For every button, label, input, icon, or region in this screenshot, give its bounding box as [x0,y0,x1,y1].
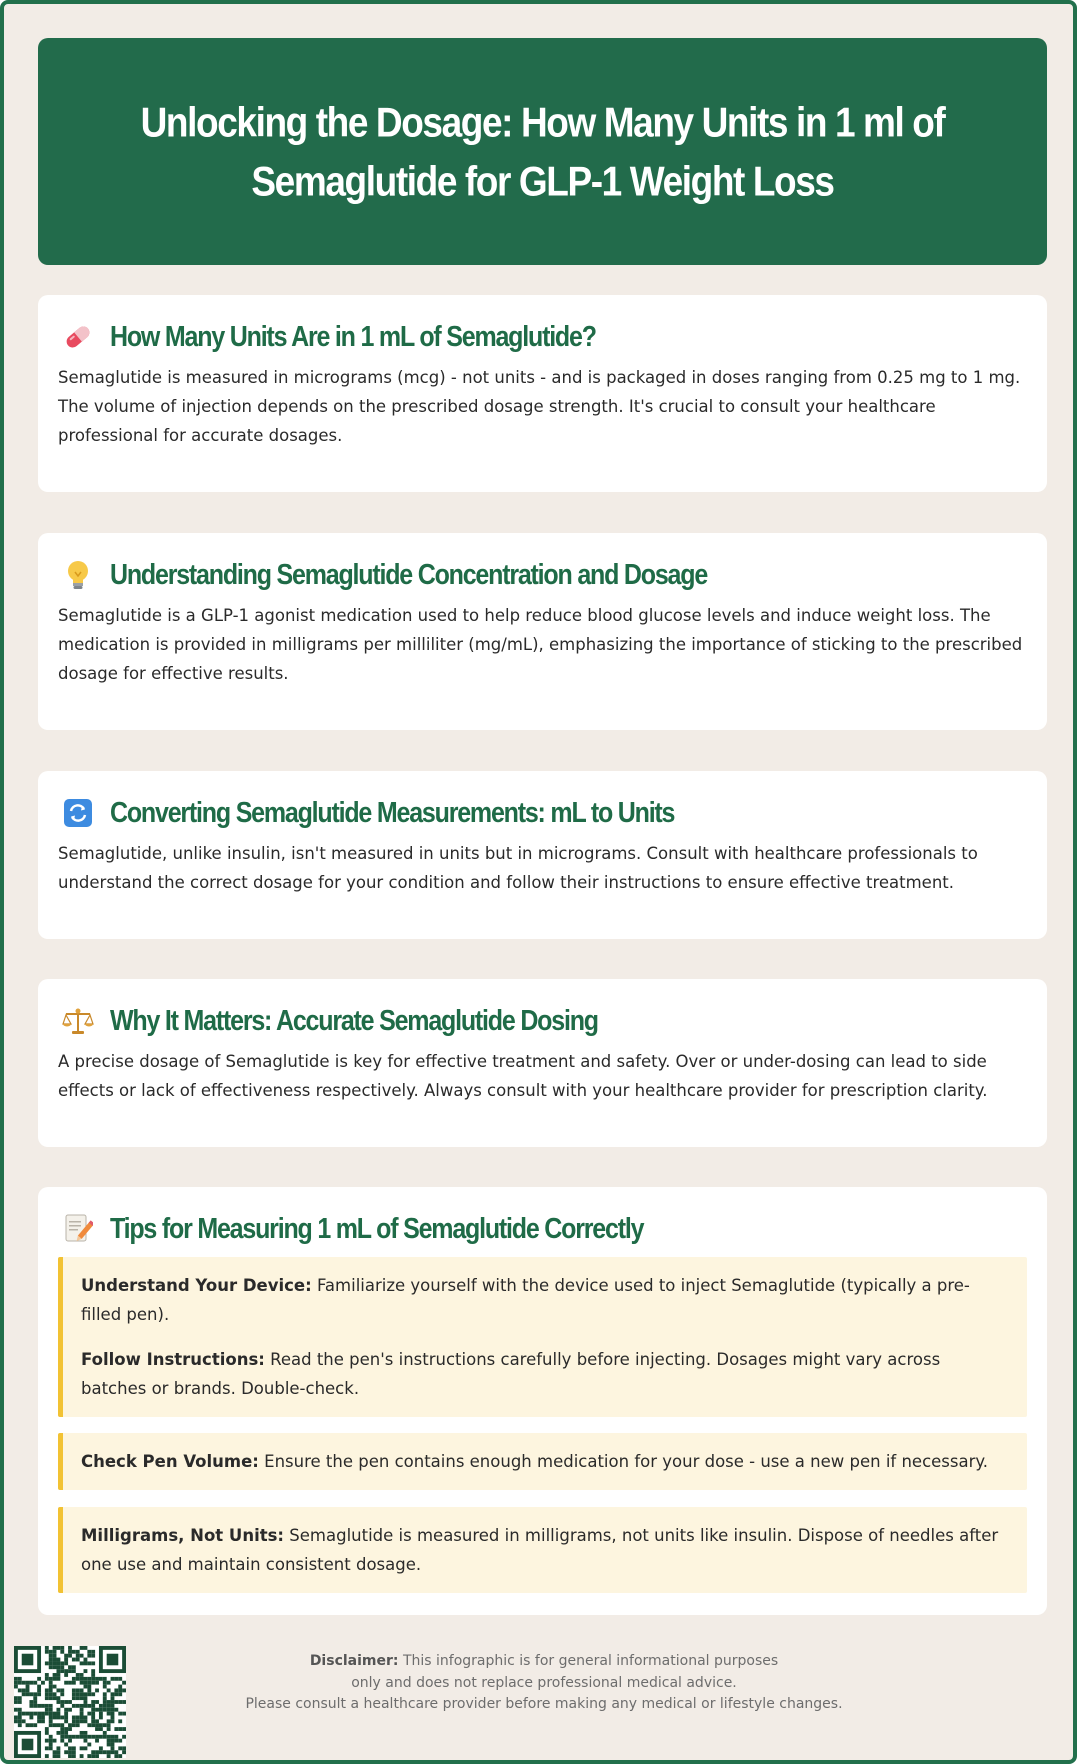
disclaimer-line: Please consult a healthcare provider before making any medical or lifestyle changes. [245,1696,843,1712]
tip-label: Milligrams, Not Units: [81,1526,285,1545]
section-heading [58,793,674,833]
scales-icon [58,1001,98,1041]
section-title: How Many Units Are in 1 mL of Semaglutide? [110,320,596,353]
section-heading [58,1001,598,1041]
refresh-icon [58,793,98,833]
tip-label: Check Pen Volume: [81,1452,259,1471]
section-title: Why It Matters: Accurate Semaglutide Dosing [110,1004,598,1037]
header-banner [38,38,1047,265]
section-title: Tips for Measuring 1 mL of Semaglutide Correctly [110,1212,644,1245]
section-card-tips [38,1187,1047,1615]
pill-icon [58,317,98,357]
disclaimer-line: This infographic is for general informational purposes [398,1653,779,1669]
tip-text: Semaglutide is measured in milligrams, not units like insulin. Dispose of needles after one use and maintain consistent dosage. [81,1526,999,1574]
disclaimer [204,1651,884,1716]
tip-item [58,1331,1027,1417]
section-card-converting [38,771,1047,939]
section-card-why-it-matters [38,979,1047,1147]
section-text: Semaglutide is measured in micrograms (mcg) - not units - and is packaged in doses ranging from 0.25 mg to 1 mg. The volume of injection depends on the prescribed dosage strength. It's crucial to consult your healthcare professional for accurate dosages. [58,368,1021,445]
disclaimer-label: Disclaimer: [309,1653,399,1669]
section-heading [58,317,596,357]
section-text: Semaglutide, unlike insulin, isn't measured in units but in micrograms. Consult with healthcare professionals to understand the correct dosage for your condition and follow their instructions to ensure effective treatment. [58,844,978,892]
tip-text: Familiarize yourself with the device used to inject Semaglutide (typically a pre-filled pen). [81,1276,970,1324]
tip-text: Ensure the pen contains enough medication for your dose - use a new pen if necessary. [258,1452,989,1471]
section-title: Converting Semaglutide Measurements: mL to Units [110,796,675,829]
section-text: Semaglutide is a GLP-1 agonist medication used to help reduce blood glucose levels and induce weight loss. The medication is provided in milligrams per milliliter (mg/mL), emphasizing the importance of sticking to the prescribed dosage for effective results. [58,606,1023,683]
section-title: Understanding Semaglutide Concentration and Dosage [110,558,708,591]
lightbulb-icon [58,555,98,595]
tip-label: Follow Instructions: [81,1350,265,1369]
section-text: A precise dosage of Semaglutide is key for effective treatment and safety. Over or under-dosing can lead to side effects or lack of effectiveness respectively. Always consult with your healthcare provider for prescription clarity. [58,1052,988,1100]
section-card-units [38,295,1047,492]
tip-item [58,1433,1027,1490]
qr-code[interactable] [14,1646,126,1758]
tip-label: Understand Your Device: [81,1276,312,1295]
tip-text: Read the pen's instructions carefully before injecting. Dosages might vary across batches or brands. Double-check. [81,1350,941,1398]
section-heading [58,1209,643,1249]
section-card-concentration [38,533,1047,730]
tip-item [58,1507,1027,1593]
page-title: Unlocking the Dosage: How Many Units in 1 ml of Semaglutide for GLP-1 Weight Loss [140,98,945,205]
disclaimer-line: only and does not replace professional medical advice. [351,1674,737,1691]
section-heading [58,555,707,595]
memo-icon [58,1209,98,1249]
